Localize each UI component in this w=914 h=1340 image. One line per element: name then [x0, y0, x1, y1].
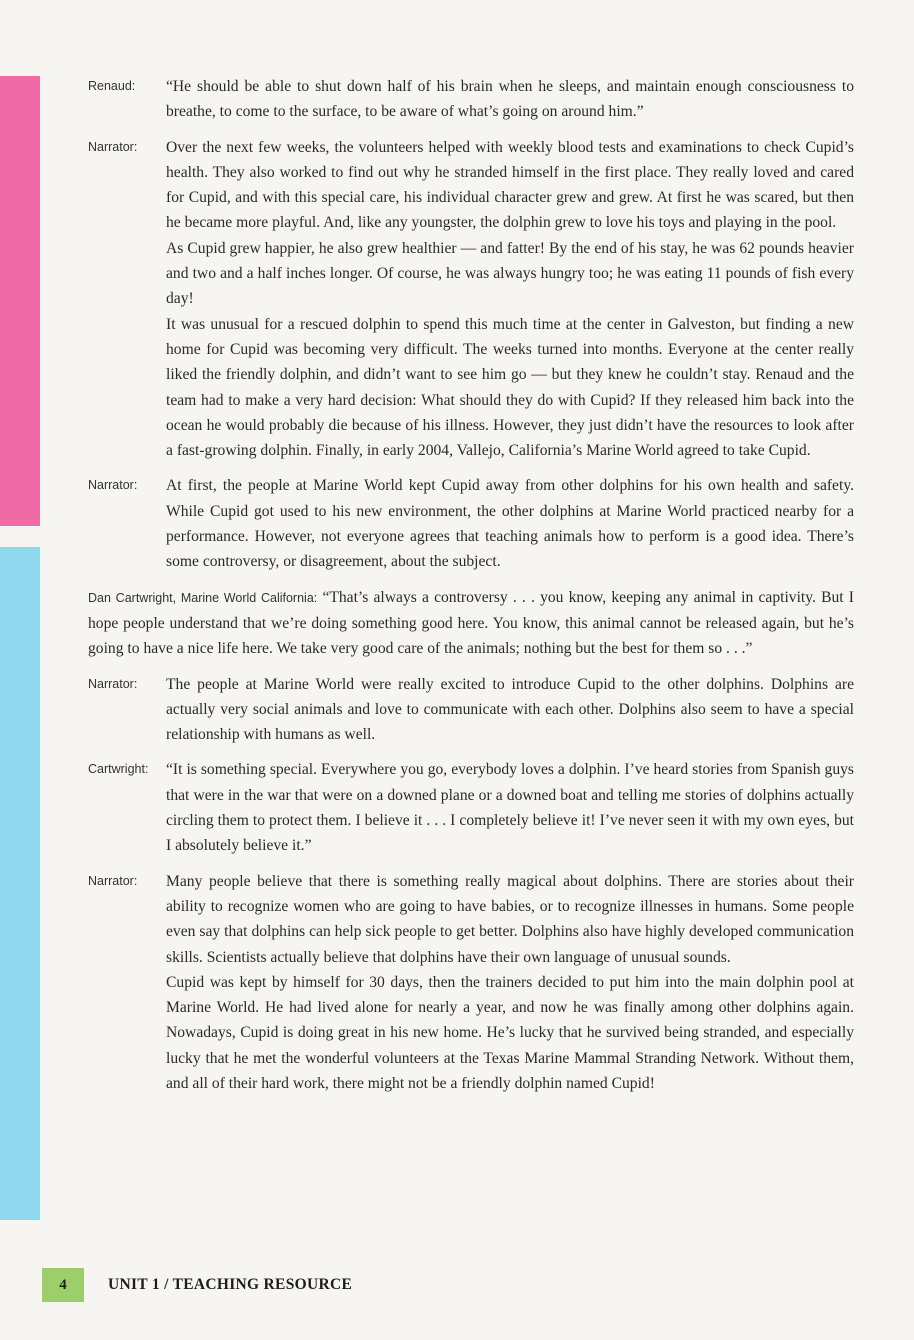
- dialogue-paragraph: It was unusual for a rescued dolphin to spend this much time at the center in Galveston, but finding a new home for Cupid was becoming very difficult. The weeks turned into months. Everyone at the center really liked the friendly dolphin, and didn’t want to see him go — but they knew he couldn’t stay. Renaud and the team had to make a very hard decision: What should they do with Cupid? If they released him back into the ocean he would probably die because of his illness. However, they just didn’t have the resources to look after a fast-growing dolphin. Finally, in early 2004, Vallejo, California’s Marine World agreed to take Cupid.: [166, 315, 854, 460]
- dialogue-paragraph: The people at Marine World were really excited to introduce Cupid to the other dolphins. Dolphins are actually very social animals and love to communicate with each other. Dolphins also seem to have a special relationship with humans as well.: [166, 675, 854, 744]
- transcript-entry: [88, 585, 854, 662]
- cyan-margin-bar: [0, 547, 40, 1220]
- speaker-label: Narrator:: [88, 139, 138, 154]
- transcript-entry: [88, 869, 854, 1097]
- transcript-entry: [88, 473, 854, 574]
- dialogue-paragraph: “He should be able to shut down half of his brain when he sleeps, and maintain enough consciousness to breathe, to come to the surface, to be aware of what’s going on around him.”: [166, 78, 854, 121]
- transcript-entry: [88, 135, 854, 464]
- dialogue-paragraph: At first, the people at Marine World kept Cupid away from other dolphins for his own health and safety. While Cupid got used to his new environment, the other dolphins at Marine World practiced nearby for a performance. However, not everyone agrees that teaching animals how to perform is a good idea. There’s some controversy, or disagreement, about the subject.: [166, 477, 854, 571]
- dialogue-paragraph: [88, 585, 854, 662]
- speaker-label: Narrator:: [88, 676, 138, 691]
- dialogue-paragraph: Many people believe that there is something really magical about dolphins. There are stories about their ability to recognize women who are going to have babies, or to recognize illnesses in humans. Some people even say that dolphins can help sick people to get better. Dolphins also have highly developed communication skills. Scientists actually believe that dolphins have their own language of unusual sounds.: [166, 872, 854, 966]
- page-number: 4: [42, 1268, 84, 1302]
- speaker-label: Narrator:: [88, 873, 138, 888]
- speaker-label: Renaud:: [88, 79, 136, 93]
- speaker-label: Narrator:: [88, 478, 138, 493]
- transcript-entry: [88, 672, 854, 748]
- pink-margin-bar: [0, 76, 40, 526]
- speaker-label: Cartwright:: [88, 762, 149, 777]
- unit-label: UNIT 1 / TEACHING RESOURCE: [108, 1276, 353, 1293]
- dialogue-paragraph: Over the next few weeks, the volunteers helped with weekly blood tests and examinations to check Cupid’s health. They also worked to find out why he stranded himself in the first place. They really loved and cared for Cupid, and with this special care, his individual character grew and grew. At first he was scared, but then he became more playful. And, like any youngster, the dolphin grew to love his toys and playing in the pool.: [166, 138, 854, 232]
- dialogue-paragraph: Cupid was kept by himself for 30 days, then the trainers decided to put him into the main dolphin pool at Marine World. He had lived alone for nearly a year, and now he was finally among other dolphins again. Nowadays, Cupid is doing great in his new home. He’s lucky that he survived being stranded, and especially lucky that he met the wonderful volunteers at the Texas Marine Mammal Stranding Network. Without them, and all of their hard work, there might not be a friendly dolphin named Cupid!: [166, 973, 854, 1092]
- dialogue-text: “That’s always a controversy . . . you know, keeping any animal in captivity. But I hope people understand that we’re doing something good here. You know, this animal cannot be released again, but he’s going to have a nice life here. We take very good care of the animals; nothing but the best for them so . . .”: [88, 588, 854, 658]
- transcript-body: [88, 74, 854, 1096]
- dialogue-paragraph: “It is something special. Everywhere you go, everybody loves a dolphin. I’ve heard stories from Spanish guys that were in the war that were on a downed plane or a downed boat and telling me stories of dolphins actually circling them to protect them. I believe it . . . I completely believe it! I’ve never seen it with my own eyes, but I absolutely believe it.”: [166, 761, 854, 855]
- dialogue-paragraph: As Cupid grew happier, he also grew healthier — and fatter! By the end of his stay, he was 62 pounds heavier and two and a half inches longer. Of course, he was always hungry too; he was eating 11 pounds of fish every day!: [166, 239, 854, 308]
- transcript-entry: [88, 757, 854, 858]
- transcript-entry: [88, 74, 854, 125]
- speaker-label: Dan Cartwright, Marine World California:: [88, 590, 318, 605]
- page-footer: [42, 1268, 352, 1302]
